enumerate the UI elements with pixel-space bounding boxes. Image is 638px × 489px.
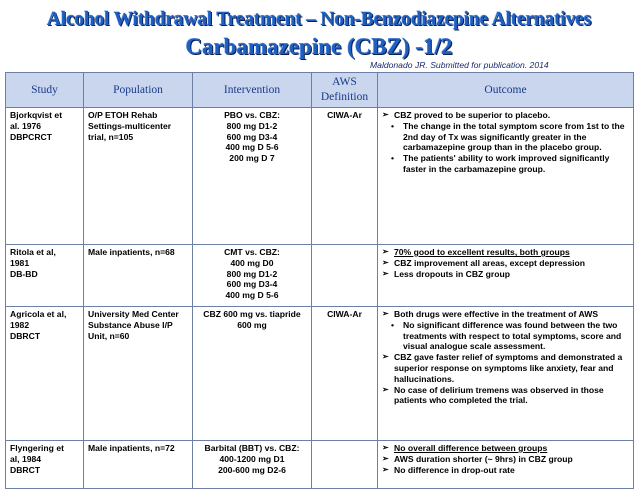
- header-study: Study: [6, 73, 84, 108]
- slide-title: Alcohol Withdrawal Treatment – Non-Benzodiazepine Alternatives: [46, 9, 592, 30]
- intervention-cell: [193, 307, 312, 441]
- outcome-item: ➢ CBZ proved to be superior to placebo.: [382, 110, 629, 121]
- table-row: [6, 307, 634, 441]
- table-header-row: [6, 73, 634, 108]
- intervention-line: 600 mg D3-4: [226, 279, 278, 290]
- study-year: al, 1984: [10, 453, 42, 464]
- study-author: Bjorkqvist et: [10, 110, 63, 120]
- study-cell: [6, 441, 84, 489]
- study-design: DBRCT: [10, 464, 41, 475]
- intervention-line: 800 mg D1-2: [226, 268, 278, 279]
- study-year: 1982: [10, 319, 30, 330]
- table-row: [6, 245, 634, 307]
- intervention-line: 600 mg D3-4: [226, 131, 278, 142]
- aws-cell: [312, 245, 378, 307]
- outcome-subitem: • The patients' ability to work improved significantly faster in the carbamazepine group.: [382, 153, 629, 175]
- intervention-cell: [193, 108, 312, 245]
- intervention-line: 400 mg D 5-6: [225, 290, 279, 301]
- intervention-cell: [193, 245, 312, 307]
- header-aws-definition: AWS Definition: [312, 73, 378, 108]
- table-row: [6, 108, 634, 245]
- header-intervention: Intervention: [193, 73, 312, 108]
- study-design: DB-BD: [10, 268, 38, 279]
- outcome-cell: [378, 441, 634, 489]
- intervention-line: 400-1200 mg D1: [219, 453, 285, 464]
- outcome-item: ➢ No overall difference between groups: [382, 443, 629, 454]
- study-author: Agricola et al,: [10, 309, 67, 319]
- study-design: DBRCT: [10, 330, 41, 341]
- intervention-line: 600 mg: [237, 319, 267, 330]
- outcome-item: ➢ 70% good to excellent results, both groups: [382, 247, 629, 258]
- intervention-cell: [193, 441, 312, 489]
- outcome-cell: [378, 245, 634, 307]
- aws-cell: CIWA-Ar: [312, 307, 378, 441]
- outcome-item: ➢ No difference in drop-out rate: [382, 465, 629, 476]
- study-design: DBPCRCT: [10, 131, 53, 142]
- header-population: Population: [84, 73, 193, 108]
- outcome-item: ➢ CBZ gave faster relief of symptoms and demonstrated a superior response on symptoms like anxiety, fear and hallucinations.: [382, 352, 629, 384]
- study-author: Ritola et al,: [10, 247, 56, 257]
- intervention-line: 200 mg D 7: [229, 153, 275, 164]
- aws-cell: CIWA-Ar: [312, 108, 378, 245]
- aws-cell: [312, 441, 378, 489]
- intervention-line: PBO vs. CBZ:: [224, 110, 280, 120]
- table-row: [6, 441, 634, 489]
- outcome-subitem: • The change in the total symptom score from 1st to the 2nd day of Tx was significantly greater in the carbamazepine group than in the placebo group.: [382, 121, 629, 153]
- outcome-item: ➢ Both drugs were effective in the treatment of AWS: [382, 309, 629, 320]
- study-year: 1981: [10, 257, 30, 268]
- citation: Maldonado JR. Submitted for publication. 2014: [370, 60, 549, 70]
- population-cell: O/P ETOH Rehab Settings-multicenter trial, n=105: [84, 108, 193, 245]
- intervention-line: CBZ 600 mg vs. tiapride: [203, 309, 301, 319]
- outcome-item: ➢ No case of delirium tremens was observed in those patients who completed the trial.: [382, 385, 629, 407]
- outcome-cell: [378, 108, 634, 245]
- study-cell: [6, 245, 84, 307]
- intervention-line: 400 mg D0: [230, 257, 274, 268]
- header-outcome: Outcome: [378, 73, 634, 108]
- intervention-line: 800 mg D1-2: [226, 120, 278, 131]
- study-year: al. 1976: [10, 120, 42, 131]
- outcome-cell: [378, 307, 634, 441]
- intervention-line: 400 mg D 5-6: [225, 142, 279, 153]
- intervention-line: 200-600 mg D2-6: [218, 464, 286, 475]
- intervention-line: CMT vs. CBZ:: [224, 247, 280, 257]
- study-cell: [6, 307, 84, 441]
- population-cell: University Med Center Substance Abuse I/P Unit, n=60: [84, 307, 193, 441]
- outcome-item: ➢ AWS duration shorter (~ 9hrs) in CBZ group: [382, 454, 629, 465]
- outcome-item: ➢ CBZ improvement all areas, except depression: [382, 258, 629, 269]
- outcome-subitem: • No significant difference was found between the two treatments with respect to total symptoms, score and visual analogue scale assessment.: [382, 320, 629, 352]
- population-cell: Male inpatients, n=68: [84, 245, 193, 307]
- studies-table: [5, 72, 634, 489]
- slide-subtitle: Carbamazepine (CBZ) -1/2: [185, 34, 453, 59]
- study-cell: [6, 108, 84, 245]
- outcome-item: ➢ Less dropouts in CBZ group: [382, 269, 629, 280]
- population-cell: Male inpatients, n=72: [84, 441, 193, 489]
- intervention-line: Barbital (BBT) vs. CBZ:: [204, 443, 300, 453]
- study-author: Flyngering et: [10, 443, 64, 453]
